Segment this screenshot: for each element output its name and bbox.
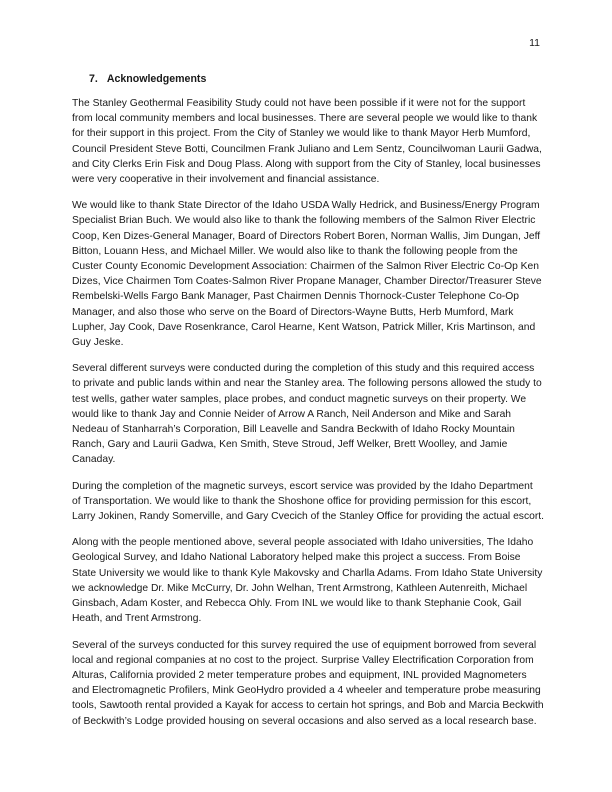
paragraph-surveys: Several different surveys were conducted during the completion of this study and this required access to private and public lands within and near the Stanley area. The following persons allowed the study to test wells, gather water samples, place probes, and conduct magnetic surveys on their property. We would like to thank Jay and Connie Neider of Arrow A Ranch, Neil Anderson and Mike and Sarah Nedeau of Stanharrah’s Corporation, Bill Leavelle and Sandra Beckwith of Idaho Rocky Mountain Ranch, Gary and Laurii Gadwa, Ken Smith, Steve Stroud, Jeff Welker, Brett Woolley, and Jamie Canaday. — [72, 363, 542, 466]
paragraph-equipment: Several of the surveys conducted for this survey required the use of equipment borrowed from several local and regional companies at no cost to the project. Surprise Valley Electrification Corporation from Alturas, California provided 2 meter temperature probes and equipment, INL provided Magnometers and Electromagnetic Profilers, Mink GeoHydro provided a 4 wheeler and temperature probe measuring tools, Sawtooth rental provided a Kayak for access to certain hot springs, and Bob and Marcia Beckwith of Beckwith’s Lodge provided housing on several occasions and also served as a local research base. — [72, 639, 544, 727]
document-body — [72, 96, 544, 740]
paragraph-usda-coop: We would like to thank State Director of the Idaho USDA Wally Hedrick, and Business/Energy Program Specialist Brian Buch. We would also like to thank the following members of the Salmon River Electric Coop, Ken Dizes-General Manager, Board of Directors Robert Boren, Norman Wallis, Jim Dungan, Jeff Bitton, Louann Hess, and Michael Miller. We would also like to thank the following people from the Custer County Economic Development Association: Chairmen of the Salmon River Electric Co-Op Ken Dizes, Vice Chairmen Tom Coates-Salmon River Propane Manager, Chamber Director/Treasurer Steve Rembelski-Wells Fargo Bank Manager, Past Chairmen Dennis Thornock-Custer Telephone Co-Op Manager, and also those who serve on the Board of Directors-Wayne Butts, Herb Mumford, Mark Lupher, Jay Cook, Dave Rosenkrance, Carol Hearne, Kent Watson, Patrick Miller, Kris Martinson, and Guy Jeske. — [72, 200, 542, 349]
paragraph-universities: Along with the people mentioned above, several people associated with Idaho universities, The Idaho Geological Survey, and Idaho National Laboratory helped make this project a success. From Boise State University we would like to thank Kyle Makovsky and Charlla Adams. From Idaho State University we acknowledge Dr. Mike McCurry, Dr. John Welhan, Trent Armstrong, Kathleen Autenreith, Michael Ginsbach, Adam Koster, and Rebecca Ohly. From INL we would like to thank Stephanie Cook, Gail Heath, and Trent Armstrong. — [72, 537, 543, 625]
section-title: Acknowledgements — [106, 73, 207, 85]
section-number: 7. — [89, 73, 98, 85]
paragraph-escort: During the completion of the magnetic surveys, escort service was provided by the Idaho Department of Transportation. We would like to thank the Shoshone office for providing permission for this escort, Larry Jokinen, Randy Somerville, and Gary Cvecich of the Stanley Office for providing the actual escort. — [72, 480, 544, 523]
page-number: 11 — [529, 37, 540, 49]
section-heading — [89, 73, 206, 85]
paragraph-intro: The Stanley Geothermal Feasibility Study could not have been possible if it were not for the support from local community members and local businesses. There are several people we would like to thank for their support in this project. From the City of Stanley we would like to thank Mayor Herb Mumford, Council President Steve Botti, Councilmen Frank Juliano and Lem Sentz, Councilwoman Laurii Gadwa, and City Clerks Erin Fisk and Doug Plass. Along with support from the City of Stanley, local businesses were very cooperative in their involvement and financial assistance. — [72, 98, 542, 186]
